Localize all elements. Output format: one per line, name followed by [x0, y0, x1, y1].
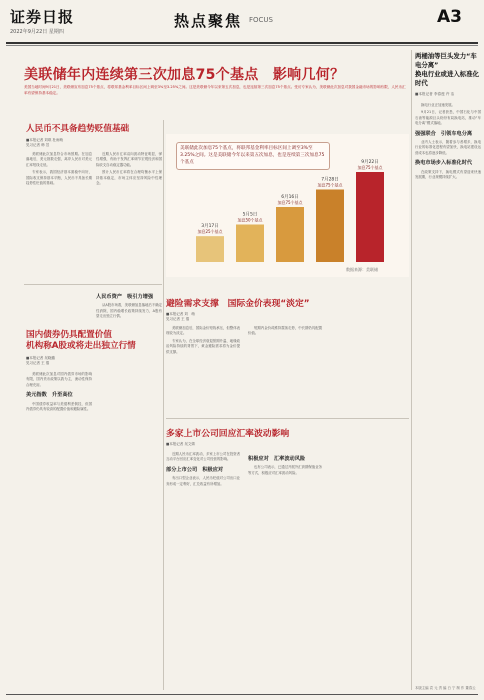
chart-bar-date-label: 3月17日: [201, 224, 219, 230]
article-paragraph: 近期人民币汇率波动，多家上市公司在投资者互动平台回应汇率变化对公司经营的影响。: [166, 452, 240, 462]
side-paragraph: 在政策支持下，换电模式有望迎来快速发展期，行业规模持续扩大。: [415, 169, 481, 180]
article-subhead: 部分上市公司 积极应对: [166, 466, 224, 473]
section-title: 热点聚焦: [174, 12, 243, 30]
article-paragraph: 从A股市场看，美联储加息落地后不确定性消除，国内稳增长政策持续发力，A股有望走出独立行情。: [96, 303, 162, 319]
article-subhead: 人民币资产 吸引力增强: [96, 294, 154, 300]
article-body-listed-col2: [248, 452, 322, 478]
chart-bar: [356, 172, 384, 262]
article-body-listed-col1: [166, 452, 240, 489]
side-headline: 两桶油等巨头发力“车电分离” 换电行业或进入标准化时代: [415, 52, 479, 87]
article-title-rmb: 人民币不具备趋势贬值基础: [26, 124, 130, 134]
article-paragraph: 专家认为，在全球经济衰退预期升温、地缘政治风险持续的背景下，黄金避险需求将为金价提供支撑。: [166, 338, 240, 354]
byline-gold: ■本报记者 刘 萌 见习记者 王 僖: [166, 312, 195, 321]
side-byline: ■本报记者 李春莲 许 洁: [415, 92, 455, 96]
article-paragraph: 预计人民币汇率将在合理均衡水平上保持基本稳定，市场主体应坚持风险中性理念。: [96, 170, 162, 186]
chart-bar: [276, 207, 304, 262]
article-body-gold-col1: [166, 326, 240, 357]
page-credits: 本版主编 袁 元 责 编 白 宁 制 作 董春云: [415, 686, 476, 690]
chart-bar-value-label: 加息25个基点: [197, 229, 223, 235]
byline-rmb: ■本报记者 刘琪 杜雨萌 见习记者 韩 昱: [26, 138, 64, 147]
article-paragraph: 近期人民币汇率双向波动特征明显，弹性增强，有助于发挥汇率调节宏观经济和国际收支自动稳定器功能。: [96, 152, 162, 167]
chart-bar-value-label: 加息50个基点: [237, 217, 263, 223]
chart-bar-date-label: 7月28日: [321, 177, 339, 183]
article-title-bonds: 国内债券仍具配置价值 机构称A股或将走出独立行情: [26, 330, 136, 351]
article-body-rmb-col2: [96, 152, 162, 188]
chart-bar-date-label: 9月22日: [361, 160, 379, 165]
byline-bonds: ■本报记者 吴晓璐 见习记者 王 僖: [26, 356, 55, 365]
masthead-rule: [6, 42, 478, 44]
article-subhead: 积极应对 汇率波动风险: [248, 456, 306, 462]
article-paragraph: 中国债券收益率与美债利差倒挂，但国内债券仍具有较高的配置价值和避险属性。: [26, 401, 92, 412]
chart-bar-value-label: 加息75个基点: [277, 200, 303, 205]
article-title-gold: 避险需求支撑 国际金价表现“淡定”: [166, 299, 310, 309]
side-paragraph: 9月21日，记者获悉，中国石化与中国石油等能源巨头纷纷布局换电站，推动“车电分离”模式落地。: [415, 110, 481, 126]
issue-date: 2022年9月22日 星期四: [10, 29, 64, 35]
article-paragraph: 也有公司表示，已通过开展外汇套期保值业务等方式，积极应对汇率波动风险。: [248, 465, 322, 475]
chart-source: 数据来源：美联储: [346, 267, 378, 272]
masthead: [6, 4, 478, 40]
article-body-gold-col2: [248, 326, 322, 339]
article-paragraph: 美联储此次加息符合市场预期。在加息落地后，美元指数走强，离岸人民币对美元汇率短线走低。: [26, 152, 92, 167]
main-headline: 美联储年内连续第三次加息75个基点 影响几何？: [24, 67, 345, 83]
paper-name: 证券日报: [10, 8, 75, 26]
chart-bar-date-label: 5月5日: [242, 212, 258, 218]
article-paragraph: 专家表示，我国经济基本面稳中向好，国际收支保持基本平衡，人民币不具备长期趋势性贬值的基础。: [26, 170, 92, 186]
chart-caption: 美联储此次加息75个基点，将联邦基金利率目标区间上调至3%至3.25%之间。这是美联储今年以来第五次加息，也是连续第三次加息75个基点: [176, 142, 330, 170]
chart-bar: [236, 225, 264, 263]
article-body-rmb-col1: [26, 152, 92, 188]
chart-bar-value-label: 加息75个基点: [357, 165, 383, 170]
footer-rule: [6, 694, 478, 695]
lead-paragraph: 美国当地时间9月21日，美联储宣布加息75个基点，将联邦基金利率目标区间上调至3%至3.25%之间。这是美联储今年以来第五次加息，也是连续第三次加息75个基点。受访专家认为，美联储此次加息对我国金融市场的影响有限，人民币汇率有望保持基本稳定。: [24, 85, 406, 95]
article-title-listed: 多家上市公司回应汇率波动影响: [166, 429, 290, 439]
chart-bar-value-label: 加息75个基点: [317, 182, 343, 188]
article-paragraph: 短期内金价或维持震荡走势，中长期仍具配置价值。: [248, 326, 322, 336]
article-body-bonds-col2: [96, 290, 162, 322]
section-divider: [24, 284, 162, 285]
column-divider: [163, 120, 164, 690]
article-body-bonds-col1: [26, 372, 92, 414]
side-subhead: 换电市场步入标准化时代: [415, 160, 473, 167]
side-article: [415, 52, 481, 692]
byline-listed: ■本报记者 吴文婧: [166, 442, 195, 446]
masthead-rule-thin: [6, 45, 478, 46]
article-paragraph: 美联储此次加息对国内债券市场的影响有限，国内货币政策以我为主，流动性保持合理充裕。: [26, 372, 92, 387]
chart-bar-date-label: 6月16日: [281, 195, 299, 200]
section-en: FOCUS: [249, 16, 273, 24]
chart-bar: [316, 190, 344, 263]
article-subhead: 美元指数 升至高位: [26, 392, 73, 399]
side-divider: [411, 50, 412, 690]
article-paragraph: 有出口型企业表示，人民币贬值对公司出口业务形成一定利好，汇兑收益有所增加。: [166, 476, 240, 486]
side-paragraph: 换电行业正加速发展。: [421, 103, 455, 107]
side-paragraph: 业内人士表示，随着参与者增多，换电行业的标准化进程有望加快，换电站建设运营成本也将逐步降低。: [415, 140, 481, 155]
side-subhead: 强强联合 引领车电分离: [415, 130, 473, 137]
chart-bar: [196, 236, 224, 262]
article-paragraph: 美联储加息后，国际金价短线承压，但整体表现较为淡定。: [166, 326, 240, 336]
section-divider: [166, 418, 409, 419]
page-number: A3: [437, 7, 462, 27]
